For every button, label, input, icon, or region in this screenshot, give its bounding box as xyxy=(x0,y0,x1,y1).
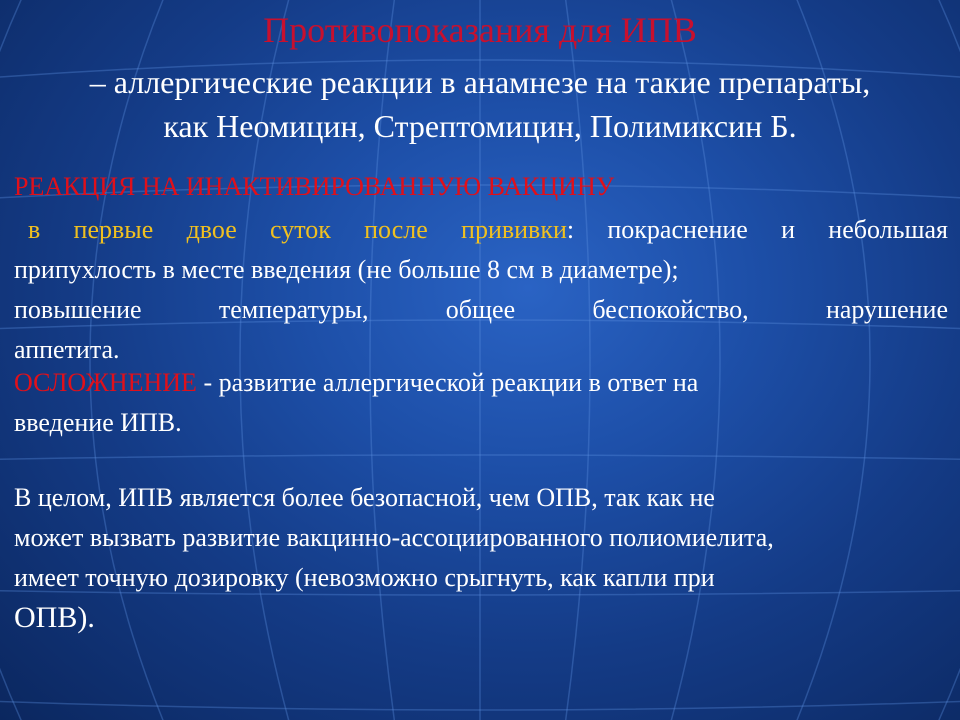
complication-line-1-rest: - развитие аллергической реакции в ответ на xyxy=(196,368,699,397)
complication-line-2: введение ИПВ. xyxy=(14,408,182,437)
complication-block xyxy=(14,363,948,443)
reaction-description xyxy=(14,210,948,370)
summary-line-4: ОПВ). xyxy=(14,601,95,634)
reaction-line-3: повышение температуры, общее беспокойство, нарушение xyxy=(14,295,948,324)
summary-line-2: может вызвать развитие вакцинно-ассоциированного полиомиелита, xyxy=(14,523,774,552)
reaction-timing: в первые двое суток после прививки xyxy=(28,215,567,244)
slide-title: Противопоказания для ИПВ xyxy=(263,10,697,50)
contraindications-text xyxy=(40,60,920,148)
reaction-heading: РЕАКЦИЯ НА ИНАКТИВИРОВАННУЮ ВАКЦИНУ xyxy=(14,172,615,201)
reaction-line-4: аппетита. xyxy=(14,335,120,364)
reaction-colon: : xyxy=(566,215,575,244)
reaction-line-2: припухлость в месте введения (не больше 8 см в диаметре); xyxy=(14,255,679,284)
contraindications-line-1: – аллергические реакции в анамнезе на такие препараты, xyxy=(89,64,871,100)
reaction-line-1 xyxy=(14,210,948,250)
summary-block xyxy=(14,478,948,638)
complication-label: ОСЛОЖНЕНИЕ xyxy=(14,368,197,397)
reaction-line-1-rest: покраснение и небольшая xyxy=(574,215,948,244)
complication-line-1 xyxy=(14,363,948,403)
summary-line-1: В целом, ИПВ является более безопасной, чем ОПВ, так как не xyxy=(14,483,715,512)
summary-line-3: имеет точную дозировку (невозможно срыгнуть, как капли при xyxy=(14,563,715,592)
contraindications-line-2: как Неомицин, Стрептомицин, Полимиксин Б. xyxy=(163,108,797,144)
